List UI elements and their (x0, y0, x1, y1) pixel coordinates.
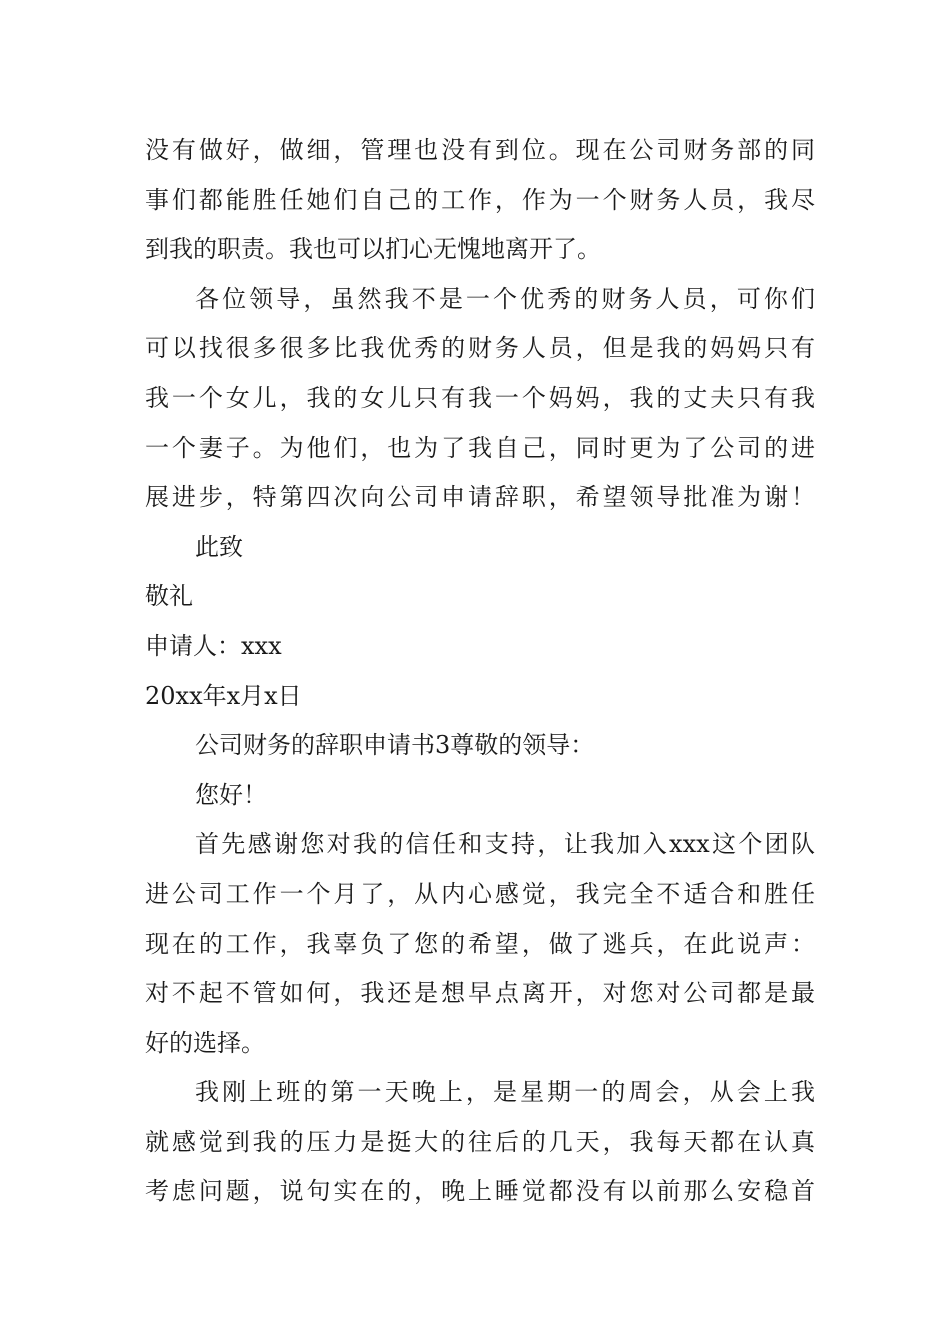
greeting-line: 您好！ (195, 780, 267, 809)
paragraph-line: 好的选择。 (145, 1028, 265, 1057)
section-heading: 公司财务的辞职申请书3尊敬的领导： (195, 731, 595, 760)
paragraph-line: 展进步，特第四次向公司申请辞职，希望领导批准为谢！ (145, 483, 815, 512)
date-line: 20xx年x月x日 (145, 681, 302, 710)
paragraph-line: 考虑问题，说句实在的，晚上睡觉都没有以前那么安稳首 (145, 1177, 815, 1206)
paragraph-2 (145, 275, 815, 523)
paragraph-line: 进公司工作一个月了，从内心感觉，我完全不适合和胜任 (145, 879, 815, 908)
paragraph-3 (145, 820, 815, 1068)
salute-line: 敬礼 (145, 582, 193, 611)
paragraph-line: 没有做好，做细，管理也没有到位。现在公司财务部的同 (145, 136, 815, 164)
paragraph-line: 我一个女儿，我的女儿只有我一个妈妈，我的丈夫只有我 (145, 383, 815, 412)
paragraph-line: 一个妻子。为他们，也为了我自己，同时更为了公司的进 (145, 433, 815, 462)
paragraph-line: 对不起不管如何，我还是想早点离开，对您对公司都是最 (145, 979, 815, 1008)
closing-line: 此致 (195, 532, 243, 561)
paragraph-line: 就感觉到我的压力是挺大的往后的几天，我每天都在认真 (145, 1127, 815, 1156)
paragraph-line: 各位领导，虽然我不是一个优秀的财务人员，可你们 (195, 284, 815, 313)
applicant-line: 申请人：xxx (145, 631, 282, 660)
paragraph-line: 事们都能胜任她们自己的工作，作为一个财务人员，我尽 (145, 185, 815, 214)
paragraph-line: 现在的工作，我辜负了您的希望，做了逃兵，在此说声： (145, 929, 815, 958)
paragraph-line: 我刚上班的第一天晚上，是星期一的周会，从会上我 (195, 1078, 815, 1107)
paragraph-line: 到我的职责。我也可以扪心无愧地离开了。 (145, 235, 601, 264)
paragraph-line: 首先感谢您对我的信任和支持，让我加入xxx这个团队 (195, 830, 815, 859)
paragraph-line: 可以找很多很多比我优秀的财务人员，但是我的妈妈只有 (145, 334, 815, 363)
document-body (145, 126, 815, 1217)
paragraph-1 (145, 126, 815, 275)
paragraph-4 (145, 1068, 815, 1217)
